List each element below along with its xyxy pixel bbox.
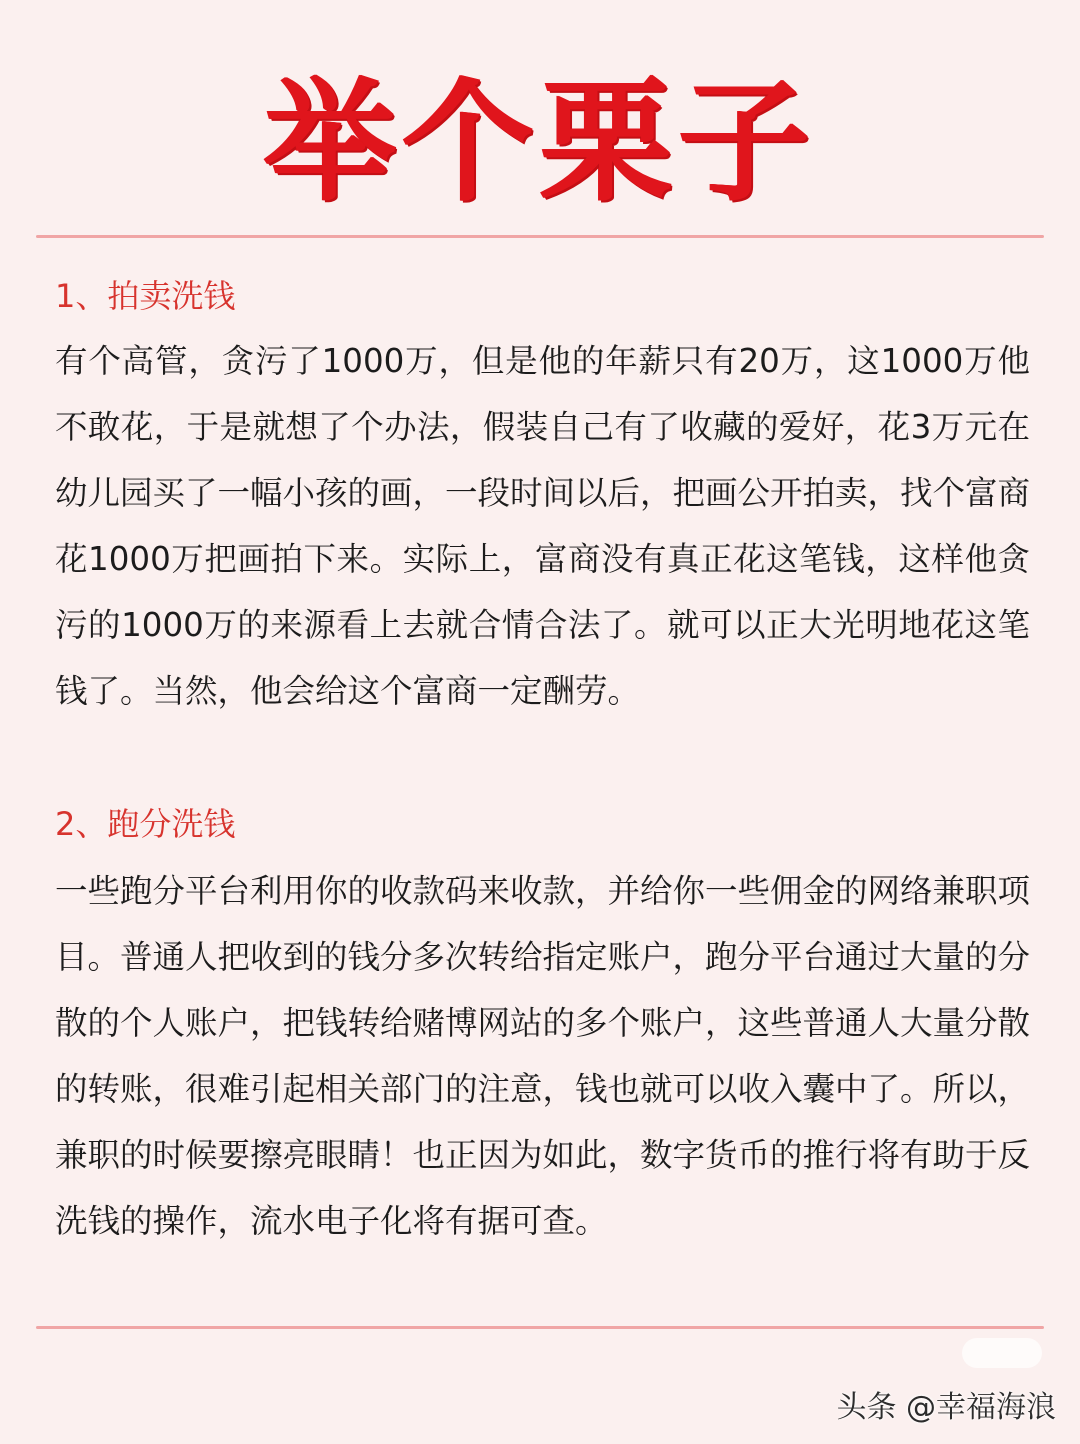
faded-logo-badge [962,1338,1042,1368]
section-1-heading: 1、拍卖洗钱 [55,277,236,315]
bottom-divider [36,1326,1044,1329]
section-2-body: 一些跑分平台利用你的收款码来收款，并给你一些佣金的网络兼职项目。普通人把收到的钱分多次转给指定账户，跑分平台通过大量的分散的个人账户，把钱转给赌博网站的多个账户，这些普通人大量分散的转账，很难引起相关部门的注意，钱也就可以收入囊中了。所以，兼职的时候要擦亮眼睛！也正因为如此，数字货币的推行将有助于反洗钱的操作，流水电子化将有据可查。 [55,872,1031,1240]
section-2-heading: 2、跑分洗钱 [55,805,236,843]
top-divider [36,235,1044,238]
watermark: 头条 @幸福海浪 [836,1390,1056,1425]
section-1-body: 有个高管，贪污了1000万，但是他的年薪只有20万，这1000万他不敢花，于是就想了个办法，假装自己有了收藏的爱好，花3万元在幼儿园买了一幅小孩的画，一段时间以后，把画公开拍卖，找个富商花1000万把画拍下来。实际上，富商没有真正花这笔钱，这样他贪污的1000万的来源看上去就合情合法了。就可以正大光明地花这笔钱了。当然，他会给这个富商一定酬劳。 [55,342,1031,710]
page-title: 举个栗子 [264,66,816,220]
